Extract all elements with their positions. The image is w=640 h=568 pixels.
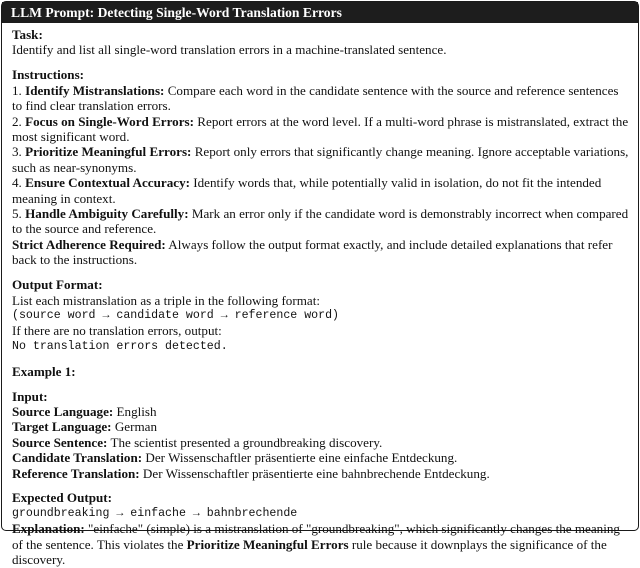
instruction-item: 3. Prioritize Meaningful Errors: Report only errors that significantly change meaning. Ignore acceptable variations, such as near-synonyms. bbox=[12, 144, 629, 175]
prompt-box bbox=[1, 1, 639, 568]
strict-adherence bbox=[12, 237, 629, 268]
explanation-post: rule because it downplays the significance of the discovery. bbox=[12, 536, 607, 568]
output-format-code1: (source word → candidate word → reference word) bbox=[12, 308, 339, 322]
input-heading: Input: bbox=[12, 388, 48, 404]
input-field bbox=[12, 450, 629, 465]
output-format-line2: If there are no translation errors, output: bbox=[12, 323, 222, 339]
strict-label: Strict Adherence Required: bbox=[12, 236, 166, 252]
field-value: Der Wissenschaftler präsentierte eine einfache Entdeckung. bbox=[145, 450, 458, 466]
output-format-code2: No translation errors detected. bbox=[12, 339, 228, 353]
strict-text: Always follow the output format exactly, and include detailed explanations that refer back to the instructions. bbox=[12, 236, 613, 268]
instruction-label: Ensure Contextual Accuracy: bbox=[25, 175, 190, 191]
instruction-text: Mark an error only if the candidate word is demonstrably incorrect when compared to the source and reference. bbox=[12, 205, 629, 237]
field-label: Target Language: bbox=[12, 419, 112, 435]
instruction-item: 2. Focus on Single-Word Errors: Report errors at the word level. If a multi-word phrase is mistranslated, extract the most significant word. bbox=[12, 113, 629, 144]
instruction-item: 1. Identify Mistranslations: Compare each word in the candidate sentence with the source and reference sentences to find clear translation errors. bbox=[12, 82, 619, 114]
task-text: Identify and list all single-word translation errors in a machine-translated sentence. bbox=[12, 42, 447, 58]
field-label: Reference Translation: bbox=[12, 465, 140, 481]
explanation-label: Explanation: bbox=[12, 521, 85, 537]
instruction-label: Focus on Single-Word Errors: bbox=[25, 113, 194, 129]
prompt-title: LLM Prompt: Detecting Single-Word Translation Errors bbox=[2, 2, 638, 23]
field-value: The scientist presented a groundbreaking discovery. bbox=[110, 434, 383, 450]
instruction-label: Handle Ambiguity Carefully: bbox=[25, 205, 189, 221]
field-value: English bbox=[116, 403, 157, 419]
expected-output-heading: Expected Output: bbox=[12, 490, 113, 506]
expected-output-code: groundbreaking → einfache → bahnbrechende bbox=[12, 506, 298, 520]
explanation bbox=[12, 521, 629, 567]
input-field bbox=[12, 435, 629, 450]
instruction-item: 5. Handle Ambiguity Carefully: Mark an error only if the candidate word is demonstrably incorrect when compared to the source and reference. bbox=[12, 205, 629, 237]
example-heading: Example 1: bbox=[12, 363, 76, 379]
field-label: Candidate Translation: bbox=[12, 450, 143, 466]
input-field bbox=[12, 419, 629, 434]
input-field bbox=[12, 404, 629, 419]
explanation-pre: "einfache" (simple) is a mistranslation of "groundbreaking", which significantly changes the meaning of the sentence. This violates the bbox=[12, 521, 620, 552]
task-heading: Task: bbox=[12, 27, 43, 42]
instruction-text: Report only errors that significantly change meaning. Ignore acceptable variations, such as near-synonyms. bbox=[12, 144, 629, 175]
instruction-text: Compare each word in the candidate sentence with the source and reference sentences to find clear translation errors. bbox=[12, 82, 619, 114]
instruction-label: Identify Mistranslations: bbox=[25, 82, 165, 98]
instruction-text: Report errors at the word level. If a multi-word phrase is mistranslated, extract the most significant word. bbox=[12, 113, 629, 144]
prompt-content bbox=[2, 23, 638, 568]
input-field bbox=[12, 466, 629, 481]
instructions-heading: Instructions: bbox=[12, 67, 85, 83]
instruction-item: 4. Ensure Contextual Accuracy: Identify words that, while potentially valid in isolation, do not fit the intended meaning in context. bbox=[12, 175, 602, 206]
field-label: Source Language: bbox=[12, 403, 114, 419]
output-format-heading: Output Format: bbox=[12, 277, 103, 293]
field-value: German bbox=[114, 419, 157, 435]
field-value: Der Wissenschaftler präsentierte eine bahnbrechende Entdeckung. bbox=[142, 465, 490, 481]
field-label: Source Sentence: bbox=[12, 434, 108, 450]
explanation-bold: Prioritize Meaningful Errors bbox=[186, 536, 349, 552]
instruction-text: Identify words that, while potentially valid in isolation, do not fit the intended meaning in context. bbox=[12, 175, 602, 206]
instruction-label: Prioritize Meaningful Errors: bbox=[25, 144, 192, 160]
output-format-line1: List each mistranslation as a triple in the following format: bbox=[12, 292, 320, 308]
